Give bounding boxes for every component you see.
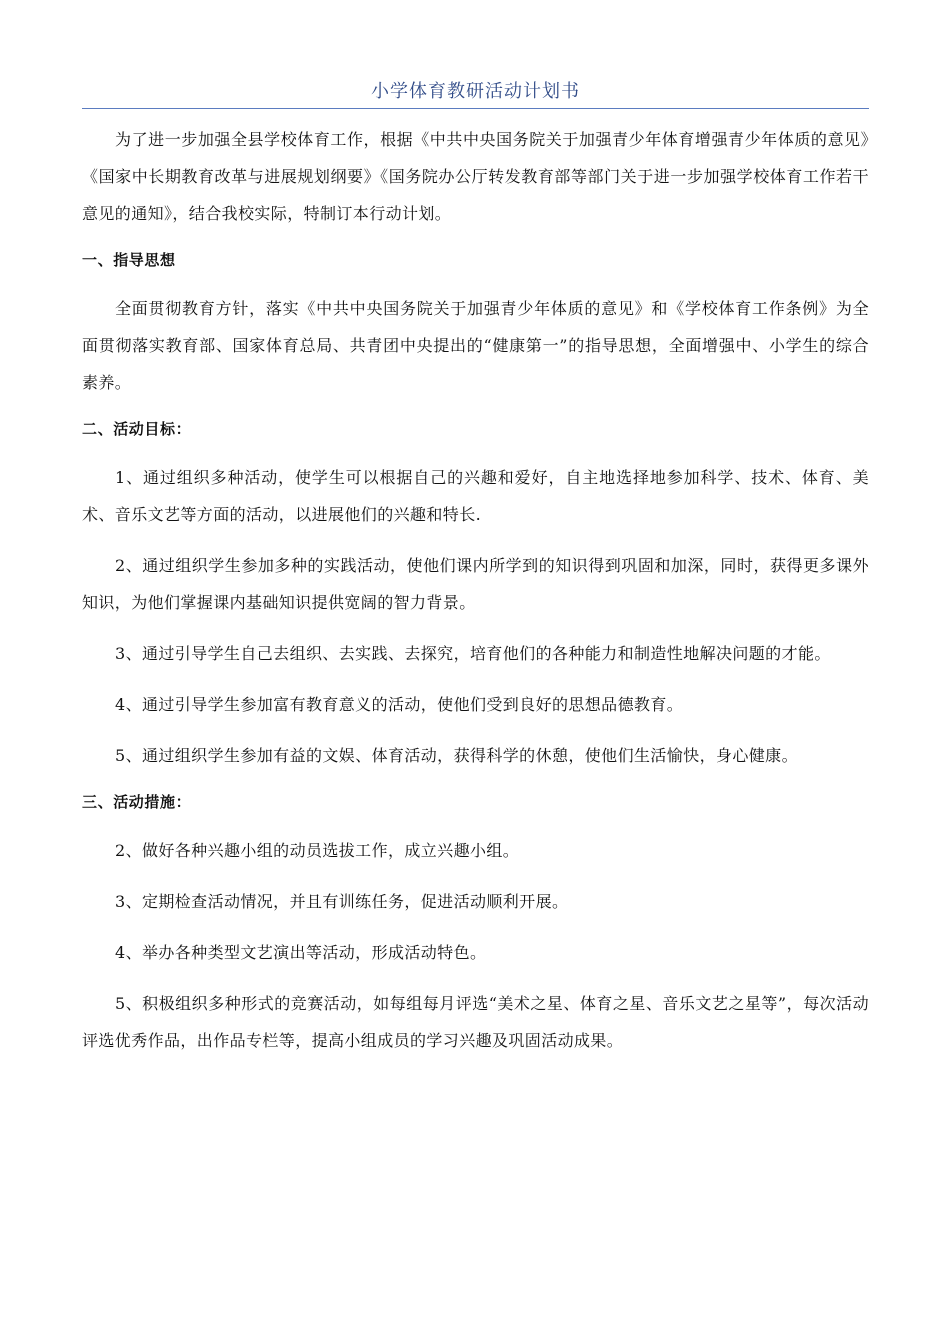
measure-item-2: 2、做好各种兴趣小组的动员选拔工作，成立兴趣小组。 xyxy=(115,841,520,860)
section-heading-guiding-ideology: 一、指导思想 xyxy=(82,251,176,269)
intro-paragraph: 为了进一步加强全县学校体育工作，根据《中共中央国务院关于加强青少年体育增强青少年体质的意见》《国家中长期教育改革与进展规划纲要》《国务院办公厅转发教育部等部门关于进一步加强学校体育工作若干意见的通知》，结合我校实际，特制订本行动计划。 xyxy=(82,130,869,223)
title-underline xyxy=(82,108,869,109)
goal-item-1: 1、通过组织多种活动，使学生可以根据自己的兴趣和爱好，自主地选择地参加科学、技术、体育、美术、音乐文艺等方面的活动，以进展他们的兴趣和特长. xyxy=(82,468,869,524)
measure-item-5: 5、积极组织多种形式的竞赛活动，如每组每月评选“美术之星、体育之星、音乐文艺之星等”，每次活动评选优秀作品，出作品专栏等，提高小组成员的学习兴趣及巩固活动成果。 xyxy=(82,994,869,1050)
measure-item-3: 3、定期检查活动情况，并且有训练任务，促进活动顺利开展。 xyxy=(115,892,569,911)
guiding-ideology-paragraph: 全面贯彻教育方针，落实《中共中央国务院关于加强青少年体质的意见》和《学校体育工作条例》为全面贯彻落实教育部、国家体育总局、共青团中央提出的“健康第一”的指导思想，全面增强中、小学生的综合素养。 xyxy=(82,299,869,392)
section-heading-activity-goals: 二、活动目标： xyxy=(82,420,192,438)
section-heading-activity-measures: 三、活动措施： xyxy=(82,793,192,811)
goal-item-4: 4、通过引导学生参加富有教育意义的活动，使他们受到良好的思想品德教育。 xyxy=(115,695,684,714)
goal-item-3: 3、通过引导学生自己去组织、去实践、去探究，培育他们的各种能力和制造性地解决问题的才能。 xyxy=(115,644,831,663)
goal-item-2: 2、通过组织学生参加多种的实践活动，使他们课内所学到的知识得到巩固和加深，同时，获得更多课外知识，为他们掌握课内基础知识提供宽阔的智力背景。 xyxy=(82,556,869,612)
goal-item-5: 5、通过组织学生参加有益的文娱、体育活动，获得科学的休憩，使他们生活愉快，身心健康。 xyxy=(115,746,798,765)
document-page xyxy=(82,76,869,1059)
document-title: 小学体育教研活动计划书 xyxy=(371,81,580,102)
measure-item-4: 4、举办各种类型文艺演出等活动，形成活动特色。 xyxy=(115,943,487,962)
